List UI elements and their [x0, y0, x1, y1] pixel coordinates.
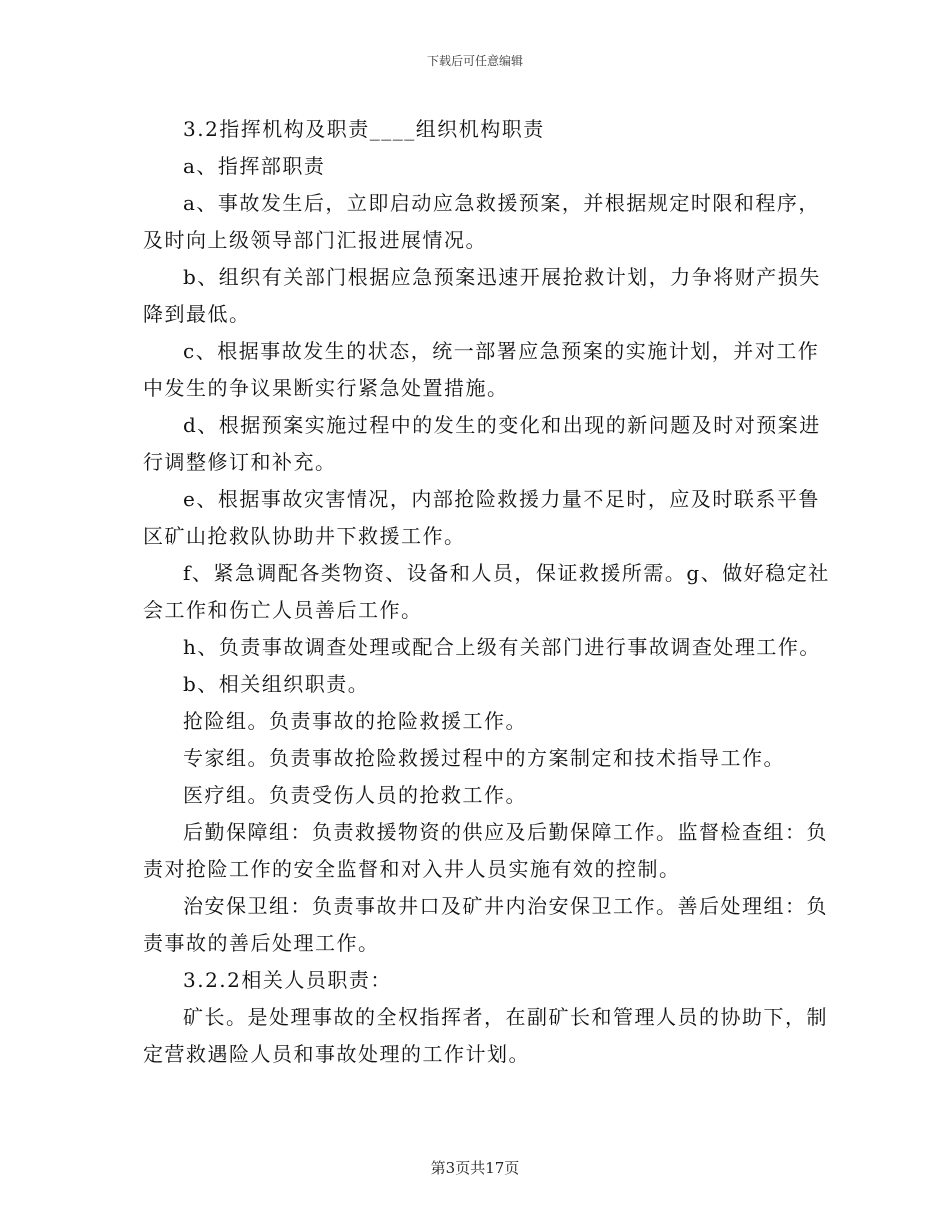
paragraph: 医疗组。负责受伤人员的抢救工作。	[183, 783, 527, 807]
paragraph: h、负责事故调查处理或配合上级有关部门进行事故调查处理工作。	[183, 635, 821, 659]
paragraph: d、根据预案实施过程中的发生的变化和出现的新问题及时对预案进行调整修订和补充。	[143, 413, 821, 474]
paragraph: 抢险组。负责事故的抢险救援工作。	[183, 709, 527, 733]
subsection-heading: b、相关组织职责。	[183, 672, 370, 696]
page-header-note: 下载后可任意编辑	[426, 54, 523, 68]
paragraph: f、紧急调配各类物资、设备和人员，保证救援所需。g、做好稳定社会工作和伤亡人员善后工作。	[143, 561, 830, 622]
paragraph: 矿长。是处理事故的全权指挥者，在副矿长和管理人员的协助下，制定营救遇险人员和事故处理的工作计划。	[143, 1005, 828, 1066]
subsection-heading: a、指挥部职责	[183, 154, 326, 178]
page-number: 第3页共17页	[430, 1159, 520, 1177]
paragraph: 治安保卫组：负责事故井口及矿井内治安保卫工作。善后处理组：负责事故的善后处理工作。	[143, 894, 828, 955]
paragraph: 专家组。负责事故抢险救援过程中的方案制定和技术指导工作。	[183, 746, 785, 770]
paragraph: e、根据事故灾害情况，内部抢险救援力量不足时，应及时联系平鲁区矿山抢救队协助井下救援工作。	[143, 487, 820, 548]
paragraph: 后勤保障组：负责救援物资的供应及后勤保障工作。监督检查组：负责对抢险工作的安全监督和对入井人员实施有效的控制。	[143, 820, 828, 881]
paragraph: a、事故发生后，立即启动应急救援预案，并根据规定时限和程序，及时向上级领导部门汇报进展情况。	[143, 191, 820, 252]
paragraph: b、组织有关部门根据应急预案迅速开展抢救计划，力争将财产损失降到最低。	[143, 265, 821, 326]
document-body	[143, 111, 833, 1073]
paragraph: c、根据事故发生的状态，统一部署应急预案的实施计划，并对工作中发生的争议果断实行紧急处置措施。	[143, 339, 820, 400]
section-heading: 3.2指挥机构及职责____组织机构职责	[183, 117, 545, 141]
section-heading: 3.2.2相关人员职责：	[183, 968, 392, 992]
